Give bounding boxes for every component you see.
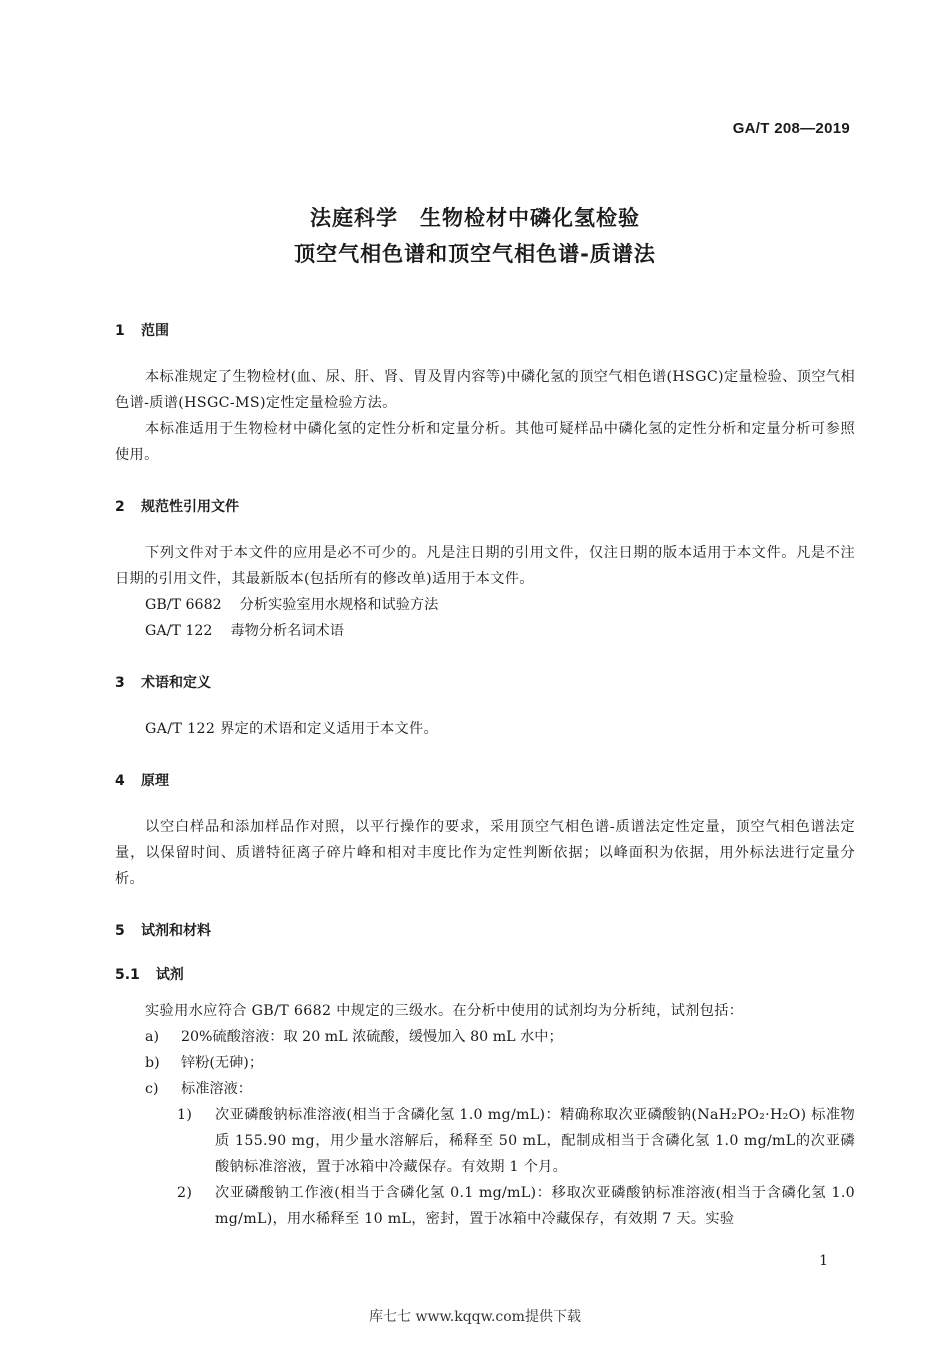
reference-code: GA/T 122 (145, 623, 213, 639)
sub-list-text: 次亚磷酸钠工作液(相当于含磷化氢 0.1 mg/mL)：移取次亚磷酸钠标准溶液(相当于含磷化氢 1.0 mg/mL)，用水稀释至 10 mL，密封，置于冰箱中冷藏保存，有效期 7 天。实验 (215, 1185, 855, 1227)
section-number: 1 (115, 323, 125, 339)
sub-list-marker: 2) (177, 1185, 193, 1201)
section-3-paragraph-1: GA/T 122 界定的术语和定义适用于本文件。 (145, 721, 439, 737)
sub-list-text: 次亚磷酸钠标准溶液(相当于含磷化氢 1.0 mg/mL)：精确称取次亚磷酸钠(NaH₂PO₂·H₂O) 标准物质 155.90 mg，用少量水溶解后，稀释至 50 mL，配制成相当于含磷化氢 1.0 mg/mL的次亚磷酸钠标准溶液，置于冰箱中冷藏保存。有效期 1 个月。 (215, 1107, 855, 1175)
section-1-paragraph-2: 本标准适用于生物检材中磷化氢的定性分析和定量分析。其他可疑样品中磷化氢的定性分析和定量分析可参照使用。 (115, 421, 855, 463)
section-title: 规范性引用文件 (141, 499, 239, 515)
section-5-1-paragraph-1: 实验用水应符合 GB/T 6682 中规定的三级水。在分析中使用的试剂均为分析纯，试剂包括： (145, 1003, 744, 1019)
title-line-1: 法庭科学 生物检材中磷化氢检验 (310, 206, 640, 230)
subsection-number: 5.1 (115, 967, 140, 983)
section-number: 3 (115, 675, 125, 691)
section-title: 试剂和材料 (141, 923, 211, 939)
section-2-paragraph-1: 下列文件对于本文件的应用是必不可少的。凡是注日期的引用文件，仅注日期的版本适用于本文件。凡是不注日期的引用文件，其最新版本(包括所有的修改单)适用于本文件。 (115, 545, 855, 587)
section-4-heading (115, 770, 855, 792)
sub-list-item (115, 1180, 855, 1232)
section-4-paragraph-1: 以空白样品和添加样品作对照，以平行操作的要求，采用顶空气相色谱-质谱法定性定量，顶空气相色谱法定量，以保留时间、质谱特征离子碎片峰和相对丰度比作为定性判断依据；以峰面积为依据，用外标法进行定量分析。 (115, 819, 855, 887)
section-number: 4 (115, 773, 125, 789)
normative-reference (115, 618, 855, 644)
section-number: 5 (115, 923, 125, 939)
section-number: 2 (115, 499, 125, 515)
list-marker: c) (145, 1081, 159, 1097)
title-line-2: 顶空气相色谱和顶空气相色谱-质谱法 (294, 242, 656, 266)
list-marker: b) (145, 1055, 160, 1071)
sub-list-item (115, 1102, 855, 1180)
document-title (0, 200, 950, 272)
footer-watermark: 库七七 www.kqqw.com提供下载 (369, 1309, 581, 1325)
page-number: 1 (819, 1253, 828, 1269)
list-item (115, 1024, 855, 1050)
section-title: 术语和定义 (141, 675, 211, 691)
list-marker: a) (145, 1029, 159, 1045)
document-body (115, 320, 855, 1232)
list-text: 20%硫酸溶液：取 20 mL 浓硫酸，缓慢加入 80 mL 水中； (181, 1029, 563, 1045)
list-text: 锌粉(无砷)； (181, 1055, 264, 1071)
normative-reference (115, 592, 855, 618)
section-title: 原理 (141, 773, 169, 789)
section-5-1-heading (115, 964, 855, 986)
standard-code: GA/T 208—2019 (732, 120, 850, 137)
list-item (115, 1050, 855, 1076)
section-5-heading (115, 920, 855, 942)
section-3-heading (115, 672, 855, 694)
list-text: 标准溶液： (181, 1081, 252, 1097)
reference-title: 分析实验室用水规格和试验方法 (239, 597, 439, 613)
section-2-heading (115, 496, 855, 518)
subsection-title: 试剂 (155, 967, 184, 983)
sub-list-marker: 1) (177, 1107, 193, 1123)
list-item (115, 1076, 855, 1102)
reference-code: GB/T 6682 (145, 597, 222, 613)
section-title: 范围 (141, 323, 169, 339)
section-1-heading (115, 320, 855, 342)
reference-title: 毒物分析名词术语 (230, 623, 344, 639)
section-1-paragraph-1: 本标准规定了生物检材(血、尿、肝、肾、胃及胃内容等)中磷化氢的顶空气相色谱(HSGC)定量检验、顶空气相色谱-质谱(HSGC-MS)定性定量检验方法。 (115, 369, 855, 411)
